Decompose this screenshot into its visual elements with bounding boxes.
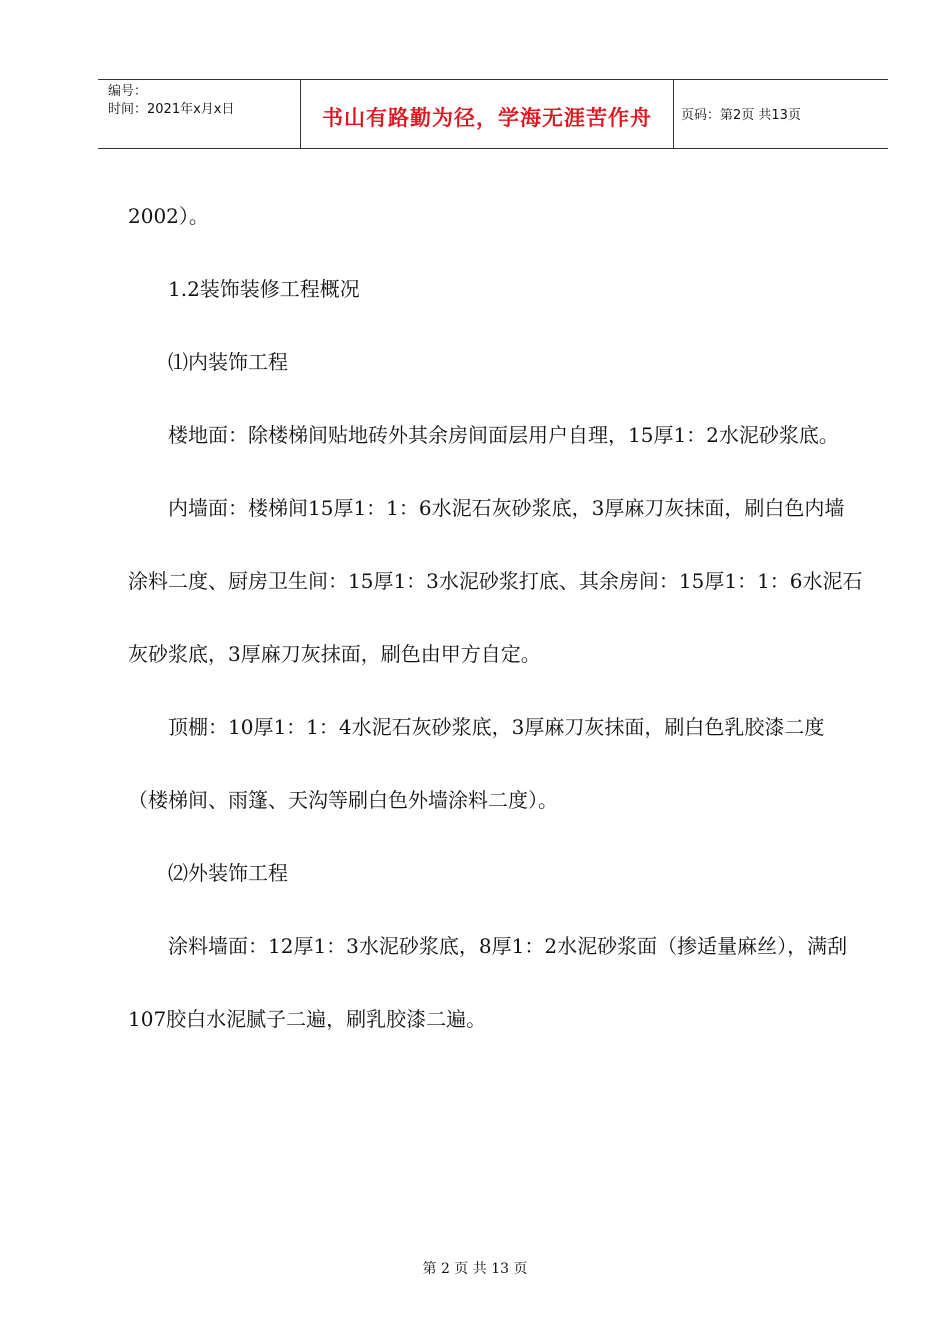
page-header	[98, 79, 888, 149]
document-number-label: 编号：	[108, 84, 148, 99]
paragraph-ceiling: 顶棚：10厚1：1：4水泥石灰砂浆底，3厚麻刀灰抹面，刷白色乳胶漆二度（楼梯间、雨篷、天沟等刷白色外墙涂料二度）。	[128, 715, 825, 812]
header-right-cell	[673, 80, 888, 148]
paragraph-floor: 楼地面：除楼梯间贴地砖外其余房间面层用户自理，15厚1：2水泥砂浆底。	[168, 423, 839, 447]
page-footer: 第 2 页 共 13 页	[422, 1261, 528, 1277]
document-body	[128, 180, 863, 1056]
paragraph-interior-wall: 内墙面：楼梯间15厚1：1：6水泥石灰砂浆底，3厚麻刀灰抹面，刷白色内墙涂料二度、厨房卫生间：15厚1：3水泥砂浆打底、其余房间：15厚1：1：6水泥石灰砂浆底，3厚麻刀灰抹面，刷色由甲方自定。	[128, 496, 863, 666]
header-middle-cell	[300, 80, 674, 148]
paragraph-continuation: 2002）。	[128, 204, 209, 228]
section-heading-1-2: 1.2装饰装修工程概况	[168, 277, 360, 301]
header-page-code: 页码：第2页 共13页	[681, 108, 801, 123]
subsection-interior-decoration: ⑴内装饰工程	[168, 350, 288, 374]
document-time-label: 时间：2021年x月x日	[108, 102, 235, 117]
header-motto: 书山有路勤为径，学海无涯苦作舟	[322, 106, 652, 130]
subsection-exterior-decoration: ⑵外装饰工程	[168, 861, 288, 885]
paragraph-painted-wall: 涂料墙面：12厚1：3水泥砂浆底，8厚1：2水泥砂浆面（掺适量麻丝），满刮107胶白水泥腻子二遍，刷乳胶漆二遍。	[128, 934, 848, 1031]
header-left-cell	[98, 80, 300, 148]
